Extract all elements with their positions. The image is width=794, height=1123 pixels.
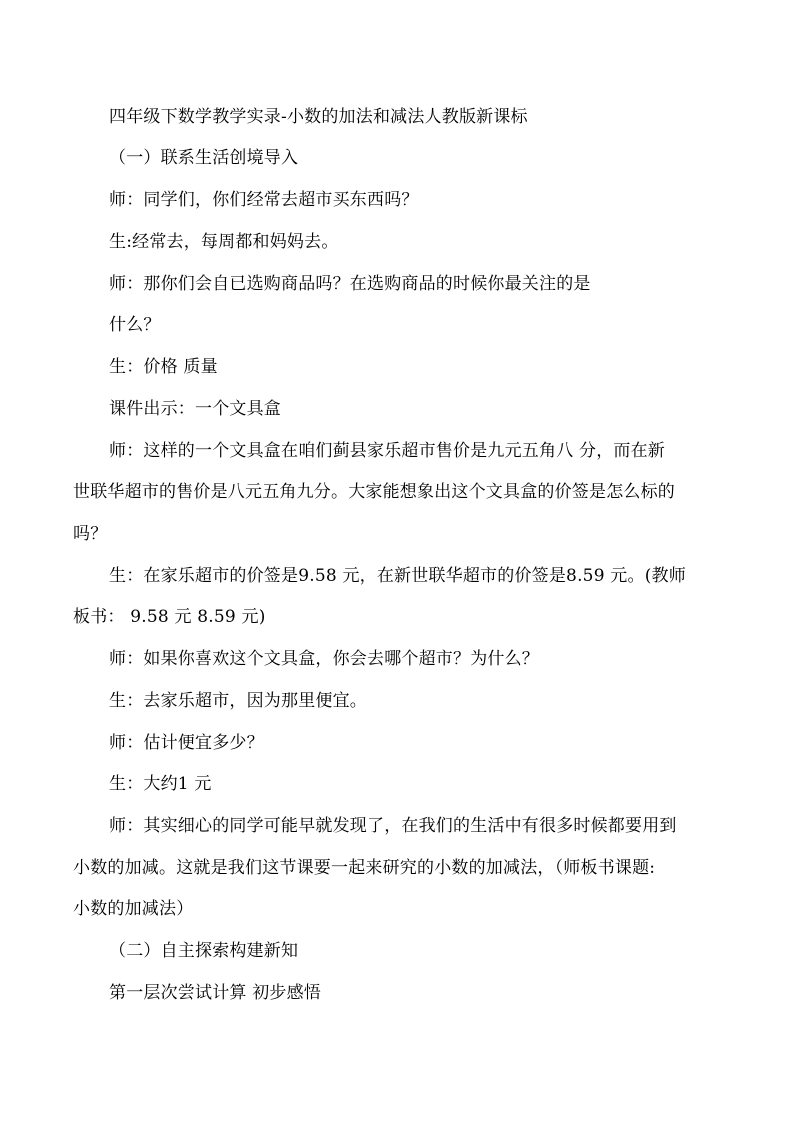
- paragraph-line: 生：在家乐超市的价签是9.58 元，在新世联华超市的价签是8.59 元。(教师: [109, 566, 686, 586]
- paragraph-line: 生：去家乐超市，因为那里便宜。: [109, 691, 367, 711]
- paragraph-line: 什么？: [109, 315, 161, 335]
- paragraph-line: 板书： 9.58 元 8.59 元): [73, 607, 266, 627]
- paragraph-line: 生：大约1 元: [109, 774, 212, 794]
- section-heading-2: （二）自主探索构建新知: [109, 941, 299, 961]
- paragraph-line: 师：其实细心的同学可能早就发现了，在我们的生活中有很多时候都要用到: [109, 816, 677, 836]
- paragraph-line: 师：那你们会自已选购商品吗？在选购商品的时候你最关注的是: [109, 274, 591, 294]
- paragraph-line: 世联华超市的售价是八元五角九分。大家能想象出这个文具盒的价签是怎么标的: [73, 482, 675, 502]
- paragraph-line: 第一层次尝试计算 初步感悟: [109, 983, 322, 1003]
- paragraph-line: 师：这样的一个文具盒在咱们蓟县家乐超市售价是九元五角八 分，而在新: [109, 441, 666, 461]
- document-title: 四年级下数学教学实录-小数的加法和减法人教版新课标: [109, 107, 528, 127]
- paragraph-line: 生:经常去，每周都和妈妈去。: [109, 232, 339, 252]
- paragraph-line: 师：估计便宜多少？: [109, 733, 264, 753]
- section-heading-1: （一）联系生活创境导入: [109, 148, 299, 168]
- paragraph-line: 课件出示：一个文具盒: [109, 399, 281, 419]
- paragraph-line: 师：同学们，你们经常去超市买东西吗？: [109, 190, 419, 210]
- paragraph-line: 师：如果你喜欢这个文具盒，你会去哪个超市？为什么？: [109, 649, 539, 669]
- paragraph-line: 小数的加减。这就是我们这节课要一起来研究的小数的加减法，（师板书课题:: [73, 858, 656, 878]
- paragraph-line: 吗？: [73, 524, 108, 544]
- paragraph-line: 小数的加减法）: [73, 899, 194, 919]
- paragraph-line: 生：价格 质量: [109, 357, 218, 377]
